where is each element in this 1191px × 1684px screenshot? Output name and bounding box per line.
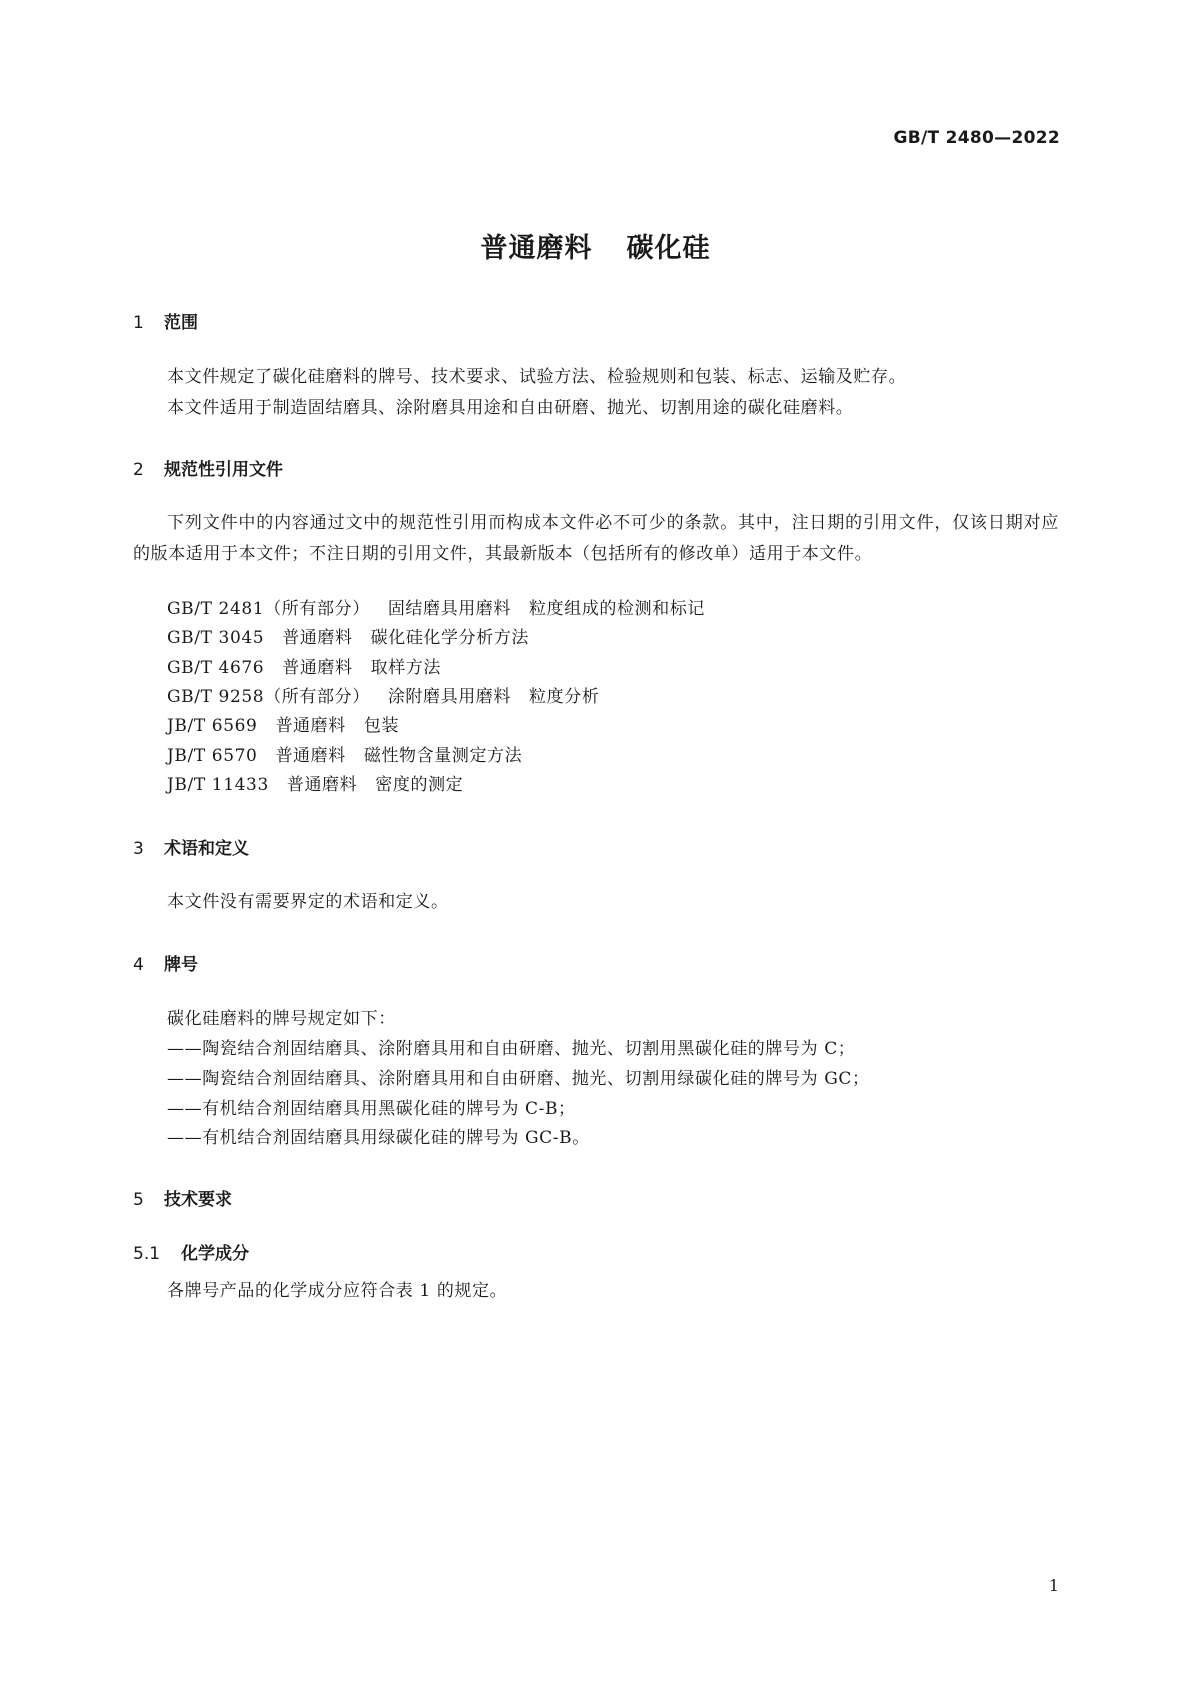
reference-title-2: 碳化硅化学分析方法 [370, 628, 530, 648]
section-2-intro: 下列文件中的内容通过文中的规范性引用而构成本文件必不可少的条款。其中，注日期的引用文件，仅该日期对应的版本适用于本文件；不注日期的引用文件，其最新版本（包括所有的修改单）适用于本文件。 [133, 513, 1059, 564]
section-3-heading [133, 834, 249, 859]
section-number: 4 [133, 955, 144, 975]
page-number: 1 [1048, 1576, 1059, 1595]
section-5-heading [133, 1185, 232, 1210]
reference-code: JB/T 11433 [167, 775, 269, 795]
section-1-para-2: 本文件适用于制造固结磨具、涂附磨具用途和自由研磨、抛光、切割用途的碳化硅磨料。 [167, 398, 854, 418]
reference-title-1: 普通磨料 [275, 716, 346, 736]
reference-item [167, 594, 705, 625]
reference-code: JB/T 6569 [167, 716, 258, 736]
section-number: 5 [133, 1190, 144, 1210]
section-4-heading [133, 950, 198, 975]
reference-title-2: 密度的测定 [375, 775, 464, 795]
list-item: ——有机结合剂固结磨具用黑碳化硅的牌号为 C-B； [167, 1099, 576, 1119]
section-title: 化学成分 [181, 1244, 249, 1264]
reference-title-2: 粒度分析 [529, 687, 600, 707]
reference-title-2: 磁性物含量测定方法 [363, 746, 523, 766]
section-title: 牌号 [164, 955, 198, 975]
document-title [0, 226, 1191, 265]
section-title: 术语和定义 [164, 839, 249, 859]
reference-title-1: 固结磨具用磨料 [387, 599, 512, 619]
reference-item [167, 682, 599, 713]
reference-title-2: 包装 [363, 716, 400, 736]
reference-code: GB/T 3045 [167, 628, 265, 648]
reference-code: GB/T 4676 [167, 658, 265, 678]
section-number: 5.1 [133, 1244, 161, 1264]
reference-item [167, 623, 529, 654]
section-1-para-1: 本文件规定了碳化硅磨料的牌号、技术要求、试验方法、检验规则和包装、标志、运输及贮存。 [167, 367, 907, 387]
title-part-1: 普通磨料 [480, 233, 593, 264]
list-item: ——有机结合剂固结磨具用绿碳化硅的牌号为 GC-B。 [167, 1128, 590, 1148]
section-3-para-1: 本文件没有需要界定的术语和定义。 [167, 892, 449, 912]
list-item: ——陶瓷结合剂固结磨具、涂附磨具用和自由研磨、抛光、切割用绿碳化硅的牌号为 GC； [167, 1069, 870, 1089]
section-number: 2 [133, 460, 144, 480]
reference-code: GB/T 2481（所有部分） [167, 599, 370, 619]
title-part-2: 碳化硅 [626, 233, 711, 264]
section-1-heading [133, 308, 198, 333]
section-4-intro: 碳化硅磨料的牌号规定如下： [167, 1009, 396, 1029]
list-item: ——陶瓷结合剂固结磨具、涂附磨具用和自由研磨、抛光、切割用黑碳化硅的牌号为 C； [167, 1039, 856, 1059]
reference-item [167, 653, 441, 684]
reference-item [167, 711, 399, 742]
reference-title-1: 涂附磨具用磨料 [387, 687, 512, 707]
section-title: 范围 [164, 313, 198, 333]
section-5-1-para-1: 各牌号产品的化学成分应符合表 1 的规定。 [167, 1281, 508, 1301]
reference-title-2: 粒度组成的检测和标记 [529, 599, 706, 619]
standard-code: GB/T 2480—2022 [893, 128, 1060, 148]
reference-item [167, 741, 522, 772]
reference-title-1: 普通磨料 [282, 628, 353, 648]
reference-title-2: 取样方法 [370, 658, 442, 678]
section-number: 3 [133, 839, 144, 859]
section-5-1-heading [133, 1239, 249, 1264]
reference-code: GB/T 9258（所有部分） [167, 687, 370, 707]
section-2-heading [133, 455, 283, 480]
section-number: 1 [133, 313, 144, 333]
section-title: 技术要求 [164, 1190, 232, 1210]
reference-title-1: 普通磨料 [275, 746, 346, 766]
reference-code: JB/T 6570 [167, 746, 258, 766]
reference-title-1: 普通磨料 [282, 658, 353, 678]
reference-item [167, 770, 463, 801]
reference-title-1: 普通磨料 [286, 775, 358, 795]
section-title: 规范性引用文件 [164, 460, 283, 480]
